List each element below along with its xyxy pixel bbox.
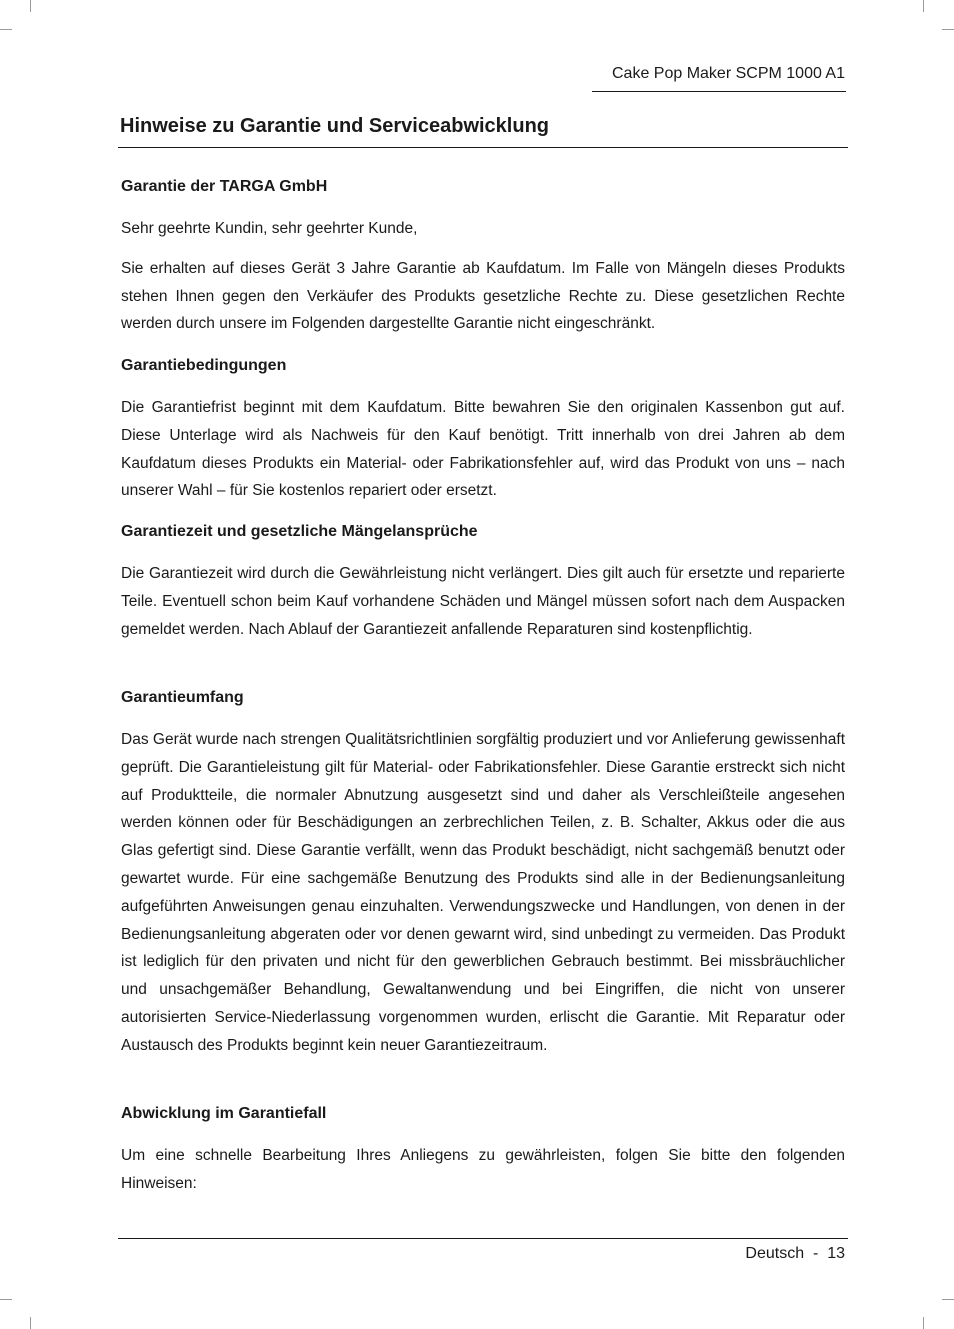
section-abwicklung xyxy=(121,1103,845,1198)
paragraph: Die Garantiefrist beginnt mit dem Kaufdatum. Bitte bewahren Sie den originalen Kassenbon gut auf. Diese Unterlage wird als Nachweis für den Kauf benötigt. Tritt innerhalb von drei Jahren ab dem Kaufdatum dieses Produkts ein Material- oder Fabrikationsfehler auf, wird das Produkt von uns – nach unserer Wahl – für Sie kostenlos repariert oder ersetzt. xyxy=(121,399,845,500)
section-heading: Garantieumfang xyxy=(121,689,244,706)
footer-rule xyxy=(118,1238,848,1239)
section-garantieumfang xyxy=(121,687,845,1060)
page-title: Hinweise zu Garantie und Serviceabwicklung xyxy=(120,115,550,137)
crop-mark-bottom-right xyxy=(923,1317,924,1329)
running-header: Cake Pop Maker SCPM 1000 A1 xyxy=(611,65,845,82)
section-garantiezeit xyxy=(121,521,845,643)
crop-mark-bottom-left-h xyxy=(0,1299,12,1300)
header-rule xyxy=(592,91,846,92)
section-heading: Abwicklung im Garantiefall xyxy=(121,1105,327,1122)
page-footer: Deutsch - 13 xyxy=(745,1245,845,1262)
crop-mark-bottom-right-h xyxy=(942,1299,954,1300)
section-heading: Garantiezeit und gesetzliche Mängelansprüche xyxy=(121,523,478,540)
section-garantie-targa xyxy=(121,176,845,338)
title-rule xyxy=(118,147,848,148)
section-garantiebedingungen xyxy=(121,355,845,505)
salutation: Sehr geehrte Kundin, sehr geehrter Kunde, xyxy=(121,220,418,237)
crop-mark-top-left-h xyxy=(0,29,12,30)
crop-mark-top-right xyxy=(923,0,924,12)
crop-mark-top-right-h xyxy=(942,29,954,30)
paragraph: Die Garantiezeit wird durch die Gewährleistung nicht verlängert. Dies gilt auch für ersetzte und reparierte Teile. Eventuell schon beim Kauf vorhandene Schäden und Mängel müssen sofort nach dem Auspacken gemeldet werden. Nach Ablauf der Garantiezeit anfallende Reparaturen sind kostenpflichtig. xyxy=(121,565,845,638)
paragraph: Um eine schnelle Bearbeitung Ihres Anliegens zu gewährleisten, folgen Sie bitte den folgenden Hinweisen: xyxy=(121,1147,845,1192)
crop-mark-top-left xyxy=(30,0,31,12)
section-heading: Garantie der TARGA GmbH xyxy=(121,178,328,195)
paragraph: Sie erhalten auf dieses Gerät 3 Jahre Garantie ab Kaufdatum. Im Falle von Mängeln dieses Produkts stehen Ihnen gegen den Verkäufer des Produkts gesetzliche Rechte zu. Diese gesetzlichen Rechte werden durch unsere im Folgenden dargestellte Garantie nicht eingeschränkt. xyxy=(121,259,845,333)
paragraph: Das Gerät wurde nach strengen Qualitätsrichtlinien sorgfältig produziert und vor Anlieferung gewissenhaft geprüft. Die Garantieleistung gilt für Material- oder Fabrikationsfehler. Diese Garantie erstreckt sich nicht auf Produktteile, die normaler Abnutzung ausgesetzt sind und daher als Verschleißteile angesehen werden können oder für Beschädigungen an zerbrechlichen Teilen, z. B. Schalter, Akkus oder die aus Glas gefertigt sind. Diese Garantie verfällt, wenn das Produkt beschädigt, nicht sachgemäß benutzt oder gewartet wurde. Für eine sachgemäße Benutzung des Produkts sind alle in der Bedienungsanleitung aufgeführten Anweisungen genau einzuhalten. Verwendungszwecke und Handlungen, von denen in der Bedienungsanleitung abgeraten oder vor denen gewarnt wird, sind unbedingt zu vermeiden. Das Produkt ist lediglich für den privaten und nicht für den gewerblichen Gebrauch bestimmt. Bei missbräuchlicher und unsachgemäßer Behandlung, Gewaltanwendung und bei Eingriffen, die nicht von unserer autorisierten Service-Niederlassung vorgenommen wurden, erlischt die Garantie. Mit Reparatur oder Austausch des Produkts beginnt kein neuer Garantiezeitraum. xyxy=(121,731,845,1054)
crop-mark-bottom-left xyxy=(30,1317,31,1329)
section-heading: Garantiebedingungen xyxy=(121,357,287,374)
